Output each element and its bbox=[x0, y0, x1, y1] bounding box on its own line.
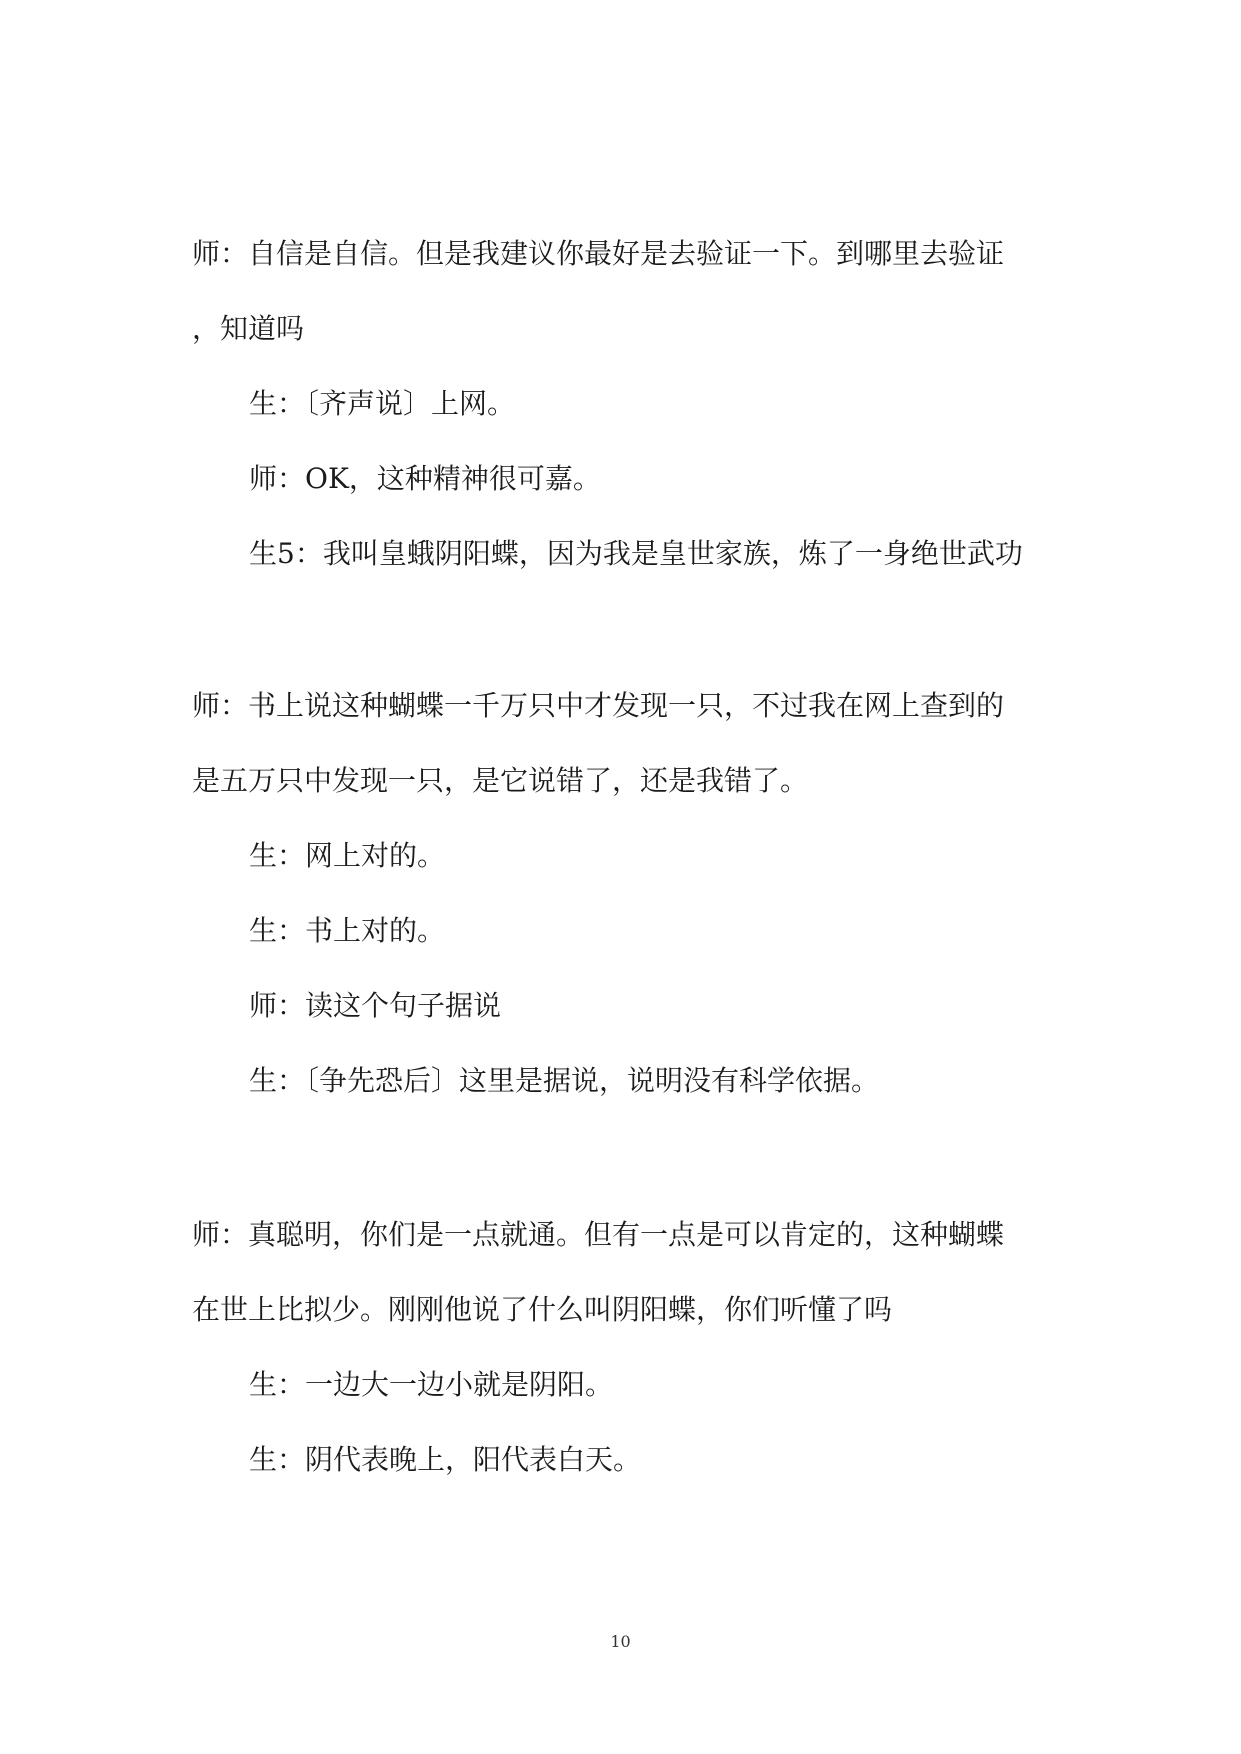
text-line: 生：书上对的。 bbox=[249, 914, 446, 947]
text-line: 师：真聪明，你们是一点就通。但有一点是可以肯定的，这种蝴蝶 bbox=[192, 1218, 1005, 1251]
text-line: 师：自信是自信。但是我建议你最好是去验证一下。到哪里去验证 bbox=[192, 237, 1005, 270]
text-line: ，知道吗 bbox=[192, 312, 305, 345]
text-line: 生：阴代表晚上，阳代表白天。 bbox=[249, 1443, 642, 1476]
text-line: 生：网上对的。 bbox=[249, 839, 446, 872]
text-line: 师：OK，这种精神很可嘉。 bbox=[249, 462, 601, 495]
text-line: 是五万只中发现一只，是它说错了，还是我错了。 bbox=[192, 764, 809, 797]
text-line: 生：一边大一边小就是阴阳。 bbox=[249, 1368, 614, 1401]
text-line: 师：读这个句子据说 bbox=[249, 989, 502, 1022]
page-number: 10 bbox=[610, 1632, 631, 1651]
text-line: 在世上比拟少。刚刚他说了什么叫阴阳蝶，你们听懂了吗 bbox=[192, 1293, 893, 1326]
text-line: 生：〔争先恐后〕这里是据说，说明没有科学依据。 bbox=[249, 1064, 880, 1097]
text-line: 生5：我叫皇蛾阴阳蝶，因为我是皇世家族，炼了一身绝世武功 bbox=[249, 537, 1023, 570]
text-line: 师：书上说这种蝴蝶一千万只中才发现一只，不过我在网上查到的 bbox=[192, 689, 1005, 722]
text-line: 生：〔齐声说〕上网。 bbox=[249, 387, 516, 420]
